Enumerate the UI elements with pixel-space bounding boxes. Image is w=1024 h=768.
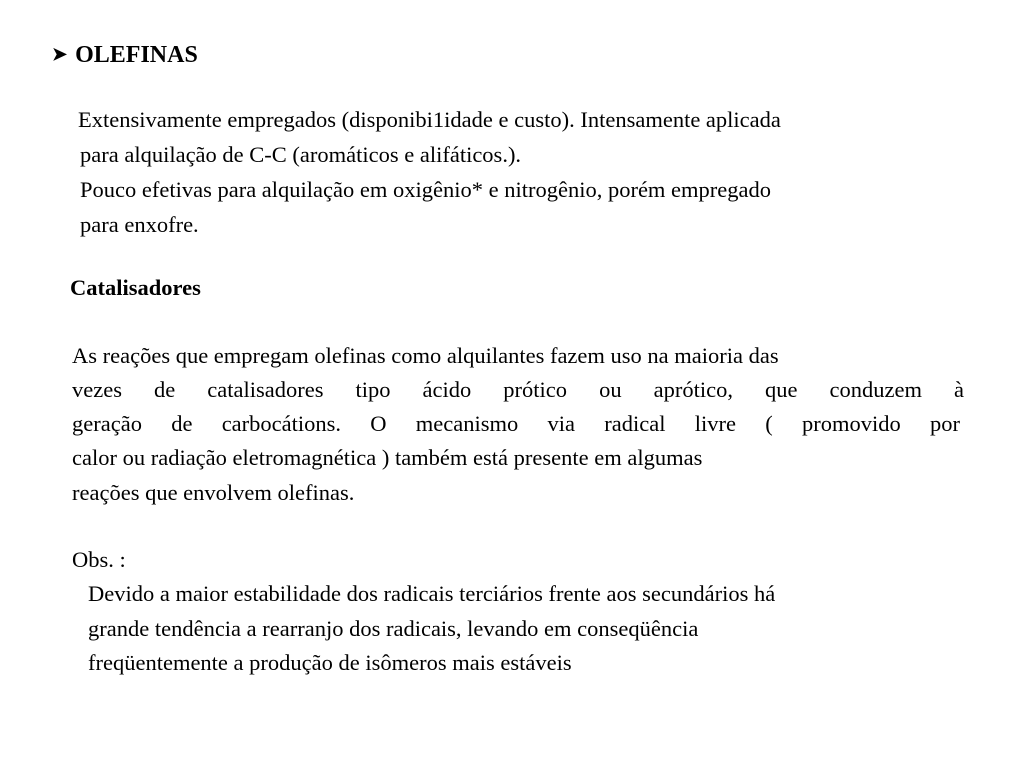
arrow-bullet-icon: ➤ [52, 44, 68, 64]
olefinas-title: OLEFINAS [75, 42, 198, 68]
olefinas-line-1: Extensivamente empregados (disponibi1idade e custo). Intensamente aplicada [78, 107, 781, 132]
obs-line-2: grande tendência a rearranjo dos radicais, levando em conseqüência [88, 616, 699, 641]
catalisadores-line-2: vezes de catalisadores tipo ácido prótico ou aprótico, que conduzem à [72, 377, 964, 402]
catalisadores-line-4: calor ou radiação eletromagnética ) também está presente em algumas [72, 445, 703, 470]
obs-line-1: Devido a maior estabilidade dos radicais terciários frente aos secundários há [88, 581, 776, 606]
olefinas-line-3: Pouco efetivas para alquilação em oxigênio* e nitrogênio, porém empregado [80, 177, 772, 202]
olefinas-line-4: para enxofre. [80, 212, 199, 237]
obs-line-3: freqüentemente a produção de isômeros mais estáveis [88, 650, 572, 675]
olefinas-heading [52, 41, 198, 70]
obs-heading: Obs. : [72, 547, 126, 572]
catalisadores-line-5: reações que envolvem olefinas. [72, 480, 355, 505]
olefinas-line-2: para alquilação de C-C (aromáticos e alifáticos.). [80, 142, 522, 167]
catalisadores-heading: Catalisadores [70, 275, 201, 300]
catalisadores-line-1: As reações que empregam olefinas como alquilantes fazem uso na maioria das [72, 343, 779, 368]
catalisadores-line-3: geração de carbocátions. O mecanismo via radical livre ( promovido por [72, 411, 960, 436]
